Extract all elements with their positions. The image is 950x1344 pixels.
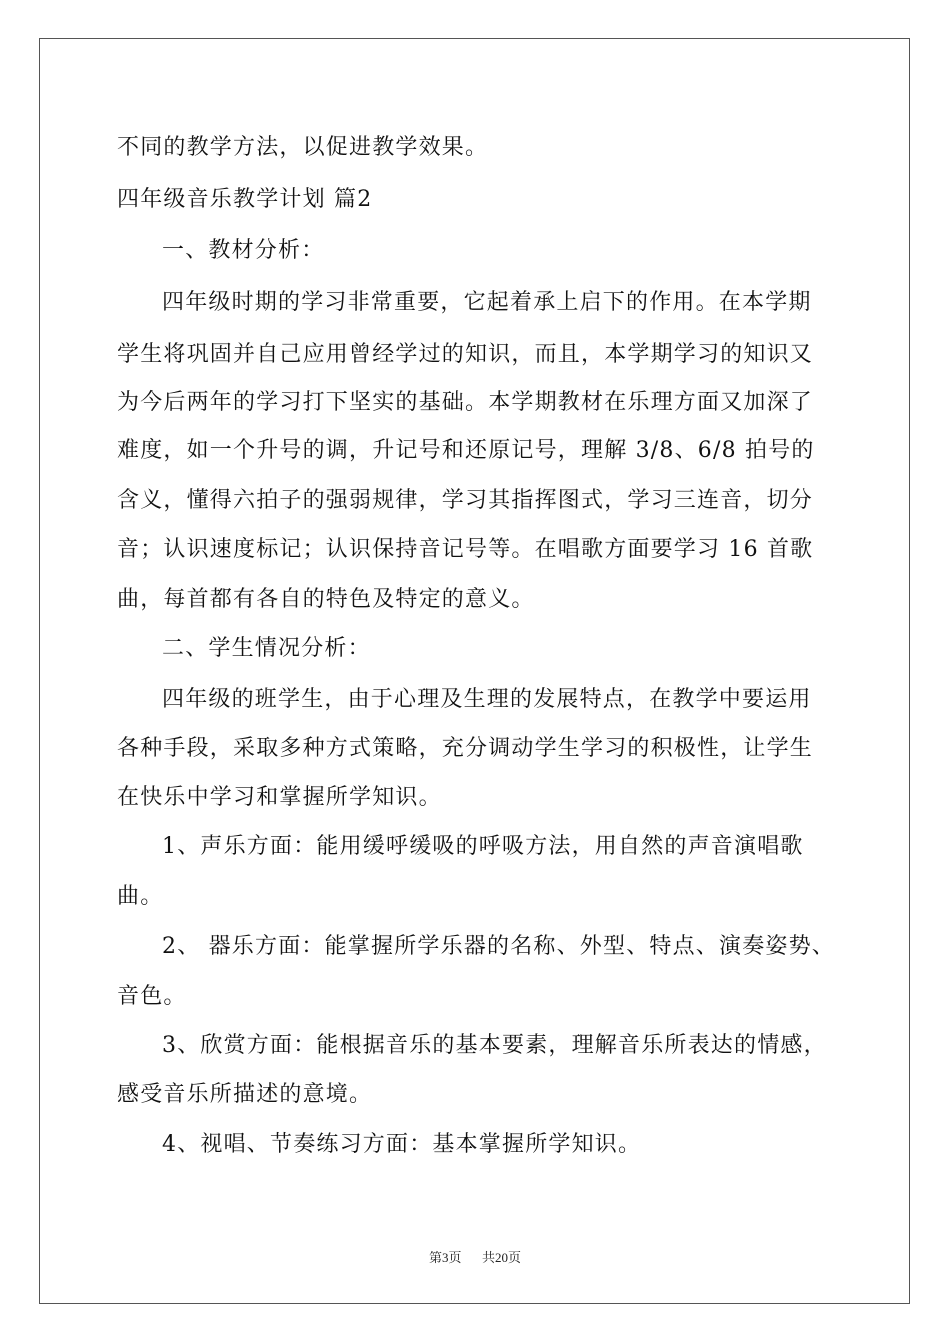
text-line: 感受音乐所描述的意境。 bbox=[117, 1082, 373, 1107]
text-line: 难度，如一个升号的调，升记号和还原记号，理解 3/8、6/8 拍号的 bbox=[117, 438, 815, 463]
section-heading: 二、学生情况分析： bbox=[162, 636, 371, 661]
text-line: 不同的教学方法，以促进教学效果。 bbox=[117, 135, 489, 160]
text-line: 在快乐中学习和掌握所学知识。 bbox=[117, 785, 442, 810]
list-item: 3、欣赏方面：能根据音乐的基本要素，理解音乐所表达的情感， bbox=[162, 1033, 827, 1058]
text-line: 为今后两年的学习打下坚实的基础。本学期教材在乐理方面又加深了 bbox=[117, 390, 814, 415]
text-line: 四年级的班学生，由于心理及生理的发展特点，在教学中要运用 bbox=[162, 687, 812, 712]
text-line: 曲。 bbox=[117, 884, 164, 909]
list-item: 1、声乐方面：能用缓呼缓吸的呼吸方法，用自然的声音演唱歌 bbox=[162, 834, 804, 859]
section-heading: 一、教材分析： bbox=[162, 238, 325, 263]
text-line: 音色。 bbox=[117, 984, 187, 1009]
list-item: 4、视唱、节奏练习方面：基本掌握所学知识。 bbox=[162, 1132, 642, 1157]
text-line: 音；认识速度标记；认识保持音记号等。在唱歌方面要学习 16 首歌 bbox=[117, 537, 814, 562]
text-line: 各种手段，采取多种方式策略，充分调动学生学习的积极性，让学生 bbox=[117, 736, 814, 761]
page-border bbox=[39, 38, 910, 1304]
page-footer bbox=[0, 1247, 950, 1266]
section-title: 四年级音乐教学计划 篇2 bbox=[117, 187, 373, 212]
list-item: 2、 器乐方面：能掌握所学乐器的名称、外型、特点、演奏姿势、 bbox=[162, 934, 835, 959]
text-line: 含义，懂得六拍子的强弱规律，学习其指挥图式，学习三连音，切分 bbox=[117, 488, 814, 513]
page-number: 第3页 bbox=[428, 1250, 462, 1265]
text-line: 四年级时期的学习非常重要，它起着承上启下的作用。在本学期 bbox=[162, 290, 812, 315]
text-line: 学生将巩固并自己应用曾经学过的知识，而且，本学期学习的知识又 bbox=[117, 342, 814, 367]
text-line: 曲，每首都有各自的特色及特定的意义。 bbox=[117, 587, 535, 612]
total-pages: 共20页 bbox=[482, 1250, 522, 1265]
